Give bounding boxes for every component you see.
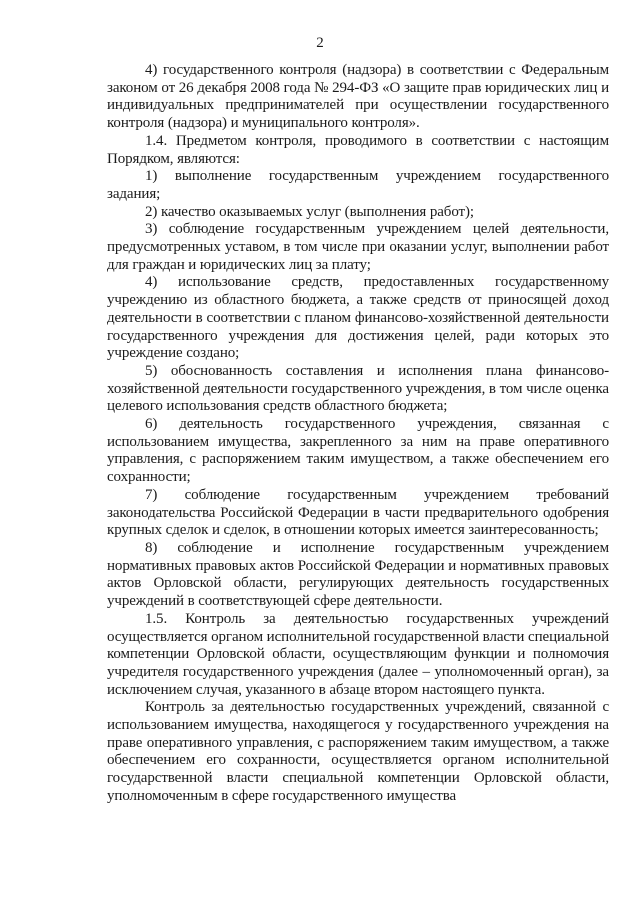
paragraph-item-3: 3) соблюдение государственным учреждением целей деятельности, предусмотренных уставом, в том числе при оказании услуг, выполнении работ для граждан и юридических лиц за плату;	[107, 221, 609, 273]
document-body	[107, 62, 609, 806]
paragraph-item-2: 2) качество оказываемых услуг (выполнения работ);	[145, 203, 474, 220]
paragraph-item-4-state-control: 4) государственного контроля (надзора) в соответствии с Федеральным законом от 26 декабря 2008 года № 294-ФЗ «О защите прав юридических лиц и индивидуальных предпринимателей при осуществлении государственного контроля (надзора) и муниципального контроля».	[107, 62, 609, 132]
paragraph-item-7: 7) соблюдение государственным учреждением требований законодательства Российской Федерации в части предварительного одобрения крупных сделок и сделок, в отношении которых имеется заинтересованность;	[107, 486, 609, 539]
paragraph-item-1: 1) выполнение государственным учреждением государственного задания;	[107, 168, 609, 202]
paragraph-item-6: 6) деятельность государственного учреждения, связанная с использованием имущества, закрепленного за ним на праве оперативного управления, с распоряжением таким имуществом, а также обеспечением его сохранности;	[107, 416, 609, 486]
paragraph-item-4: 4) использование средств, предоставленных государственному учреждению из областного бюджета, а также средств от приносящей доход деятельности в соответствии с планом финансово-хозяйственной деятельности государственного учреждения для достижения целей, ради которых это учреждение создано;	[107, 274, 609, 362]
paragraph-item-5: 5) обоснованность составления и исполнения плана финансово-хозяйственной деятельности государственного учреждения, в том числе оценка целевого использования средств областного бюджета;	[107, 362, 609, 415]
paragraph-1-4-subject-of-control: 1.4. Предметом контроля, проводимого в соответствии с настоящим Порядком, являются:	[107, 132, 609, 167]
paragraph-1-5-control-body: 1.5. Контроль за деятельностью государственных учреждений осуществляется органом исполнительной государственной власти специальной компетенции Орловской области, осуществляющим функции и полномочия учредителя государственного учреждения (далее – уполномоченный орган), за исключением случая, указанного в абзаце втором настоящего пункта.	[107, 610, 609, 698]
paragraph-item-8: 8) соблюдение и исполнение государственным учреждением нормативных правовых актов Российской Федерации и нормативных правовых актов Орловской области, регулирующих деятельность государственных учреждений в соответствующей сфере деятельности.	[107, 539, 609, 610]
paragraph-property-control: Контроль за деятельностью государственных учреждений, связанной с использованием имущества, находящегося у государственного учреждения на праве оперативного управления, с распоряжением таким имуществом, а также обеспечением его сохранности, осуществляется органом исполнительной государственной власти специальной компетенции Орловской области, уполномоченным в сфере государственного имущества	[107, 699, 609, 804]
page-number: 2	[316, 35, 324, 51]
